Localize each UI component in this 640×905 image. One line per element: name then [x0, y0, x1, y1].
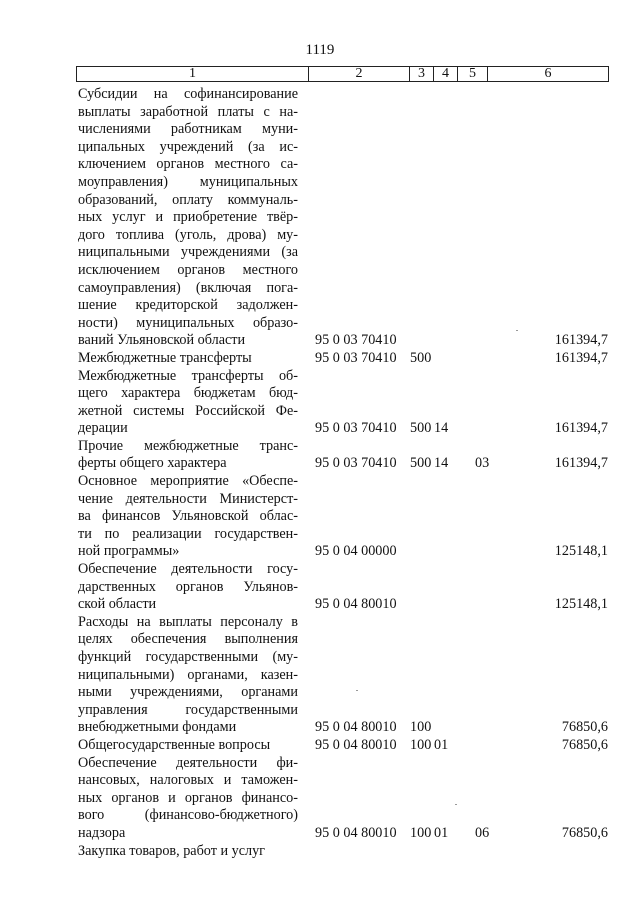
description-line: надзора — [78, 824, 126, 841]
cell-col4: 01 — [434, 824, 449, 841]
cell-col5: 06 — [475, 824, 490, 841]
page-number: 1119 — [305, 42, 335, 58]
cell-code: 95 0 04 00000 — [315, 543, 397, 560]
table-row — [78, 86, 608, 350]
row-values — [315, 420, 608, 438]
description-line: вого (финансово-бюджетного) — [78, 807, 298, 824]
description-line: ципальных учреждений (за ис- — [78, 138, 298, 155]
description-line: чение деятельности Министерст- — [78, 490, 298, 507]
description-line: Расходы на выплаты персоналу в — [78, 613, 298, 630]
cell-col5: 03 — [475, 455, 490, 472]
description-line: Обеспечение деятельности фи- — [78, 754, 298, 771]
description-line: ными учреждениями, органами — [78, 684, 298, 701]
cell-code: 95 0 04 80010 — [315, 596, 397, 613]
cell-code: 95 0 03 70410 — [315, 455, 397, 472]
row-description — [78, 561, 298, 614]
row-description — [78, 368, 298, 438]
description-line: функций государственными (му- — [78, 649, 298, 665]
description-line: дого топлива (уголь, дрова) му- — [78, 226, 298, 243]
cell-col4: 01 — [434, 736, 449, 753]
row-values — [315, 543, 608, 561]
description-line: ской области — [78, 596, 157, 613]
description-line: числениями работникам муни- — [78, 121, 298, 138]
row-values — [315, 825, 608, 843]
description-line: внебюджетными фондами — [78, 719, 237, 736]
column-header-5: 5 — [458, 67, 488, 81]
cell-code: 95 0 03 70410 — [315, 349, 397, 366]
table-row — [78, 561, 608, 614]
description-line: управления государственными — [78, 701, 298, 718]
cell-code: 95 0 04 80010 — [315, 736, 397, 753]
table-row — [78, 473, 608, 561]
description-line: ти по реализации государствен- — [78, 525, 298, 542]
description-line: ной программы» — [78, 543, 180, 560]
cell-amount: 161394,7 — [554, 420, 608, 437]
cell-code: 95 0 03 70410 — [315, 332, 397, 349]
cell-col3: 100 — [410, 736, 432, 753]
description-line: Прочие межбюджетные транс- — [78, 437, 298, 454]
description-line: ваний Ульяновской области — [78, 332, 246, 349]
table-row — [78, 368, 608, 438]
row-values — [315, 737, 608, 755]
table-row — [78, 737, 608, 755]
cell-col4: 14 — [434, 455, 449, 472]
description-line: дарственных органов Ульянов- — [78, 578, 298, 595]
description-line: шение кредиторской задолжен- — [78, 297, 298, 314]
description-line: целях обеспечения выполнения — [78, 631, 298, 648]
description-line: моуправления) муниципальных — [78, 173, 298, 190]
row-values — [315, 719, 608, 737]
scan-mark — [356, 690, 358, 691]
description-line: жетной системы Российской Фе- — [78, 402, 298, 419]
row-values — [315, 843, 608, 861]
row-values — [315, 350, 608, 368]
description-line: Закупка товаров, работ и услуг — [78, 842, 265, 859]
row-description — [78, 86, 298, 350]
row-description — [78, 350, 298, 368]
description-line: ных услуг и приобретение твёр- — [78, 209, 298, 226]
cell-amount: 125148,1 — [554, 596, 608, 613]
description-line: исключением органов местного — [78, 261, 298, 278]
row-values — [315, 455, 608, 473]
description-line: Общегосударственные вопросы — [78, 736, 271, 753]
column-header-4: 4 — [434, 67, 458, 81]
description-line: ности) муниципальных образо- — [78, 314, 298, 331]
table-header — [76, 66, 609, 82]
scan-mark — [455, 804, 457, 805]
table-body — [78, 86, 608, 860]
description-line: выплаты заработной платы с на- — [78, 103, 298, 120]
column-header-6: 6 — [544, 66, 552, 81]
cell-amount: 76850,6 — [561, 719, 608, 736]
description-line: нансовых, налоговых и таможен- — [78, 772, 298, 789]
cell-amount: 161394,7 — [554, 349, 608, 366]
description-line: щего характера бюджетам бюд- — [78, 385, 298, 402]
cell-code: 95 0 04 80010 — [315, 824, 397, 841]
cell-amount: 161394,7 — [554, 455, 608, 472]
description-line: ключением органов местного са- — [78, 156, 298, 173]
table-row — [78, 438, 608, 473]
table-row — [78, 843, 608, 861]
table-row — [78, 614, 608, 737]
scan-mark — [516, 330, 518, 331]
description-line: Межбюджетные трансферты — [78, 349, 252, 366]
row-values — [315, 332, 608, 350]
cell-code: 95 0 04 80010 — [315, 719, 397, 736]
description-line: ва финансов Ульяновской облас- — [78, 508, 298, 525]
column-header-2: 2 — [309, 67, 410, 81]
cell-col3: 500 — [410, 455, 432, 472]
description-line: ных органов и органов финансо- — [78, 789, 298, 806]
description-line: Обеспечение деятельности госу- — [78, 561, 298, 578]
table-row — [78, 350, 608, 368]
description-line: Основное мероприятие «Обеспе- — [78, 473, 298, 490]
cell-col3: 500 — [410, 420, 432, 437]
description-line: самоуправления) (включая пога- — [78, 279, 298, 296]
cell-col3: 100 — [410, 824, 432, 841]
cell-code: 95 0 03 70410 — [315, 420, 397, 437]
row-values — [315, 596, 608, 614]
cell-amount: 161394,7 — [554, 332, 608, 349]
cell-amount: 76850,6 — [561, 736, 608, 753]
description-line: дерации — [78, 420, 128, 437]
cell-col3: 100 — [410, 719, 432, 736]
description-line: Межбюджетные трансферты об- — [78, 367, 298, 384]
description-line: ниципальными учреждениями (за — [78, 244, 298, 261]
cell-amount: 125148,1 — [554, 543, 608, 560]
cell-col4: 14 — [434, 420, 449, 437]
description-line: образований, оплату коммуналь- — [78, 191, 298, 208]
description-line: Субсидии на софинансирование — [78, 86, 298, 102]
row-description — [78, 473, 298, 561]
description-line: ниципальными) органами, казен- — [78, 666, 298, 683]
column-header-3: 3 — [410, 67, 434, 81]
row-description — [78, 614, 298, 737]
row-description — [78, 843, 298, 861]
cell-amount: 76850,6 — [561, 824, 608, 841]
table-row — [78, 755, 608, 843]
row-description — [78, 737, 298, 755]
description-line: ферты общего характера — [78, 455, 227, 472]
row-description — [78, 438, 298, 473]
column-header-1: 1 — [77, 67, 309, 81]
row-description — [78, 755, 298, 843]
cell-col3: 500 — [410, 349, 432, 366]
